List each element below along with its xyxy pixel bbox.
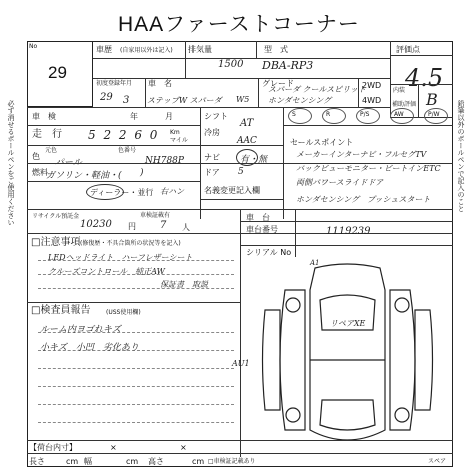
name-label: 車 名 bbox=[148, 79, 172, 88]
shaken-month-unit: 月 bbox=[165, 112, 173, 121]
serial-label: シリアル No bbox=[246, 248, 292, 257]
shift-label: シフト bbox=[204, 112, 228, 121]
equip-circle-0 bbox=[288, 108, 312, 124]
diagram-side-mark: AU1 bbox=[232, 359, 250, 368]
spare-label: スペア bbox=[428, 458, 447, 465]
length-label: 長さ bbox=[29, 457, 45, 466]
length-unit: cm bbox=[66, 457, 79, 466]
lot-number: 29 bbox=[48, 63, 67, 82]
cargo-label: 【荷台内寸】 bbox=[29, 443, 77, 452]
history-label: ディーラー・並行 bbox=[90, 188, 154, 197]
month-value: 3 bbox=[123, 95, 130, 106]
year-value: 29 bbox=[100, 92, 113, 103]
mileage-unit2: マイル bbox=[170, 137, 188, 144]
inspection-line-2: 小キズ 小凹 劣化あり bbox=[40, 343, 139, 353]
sales-point-label: セールスポイント bbox=[290, 138, 354, 147]
color-num-label: 色番号 bbox=[118, 147, 137, 154]
fuel-label: 燃料 bbox=[32, 168, 48, 177]
sales-point-1: メーカーインターナビ・フルセグTV bbox=[296, 150, 427, 159]
notes-heading: □注意事項 bbox=[31, 237, 81, 248]
notes-subheading: (修復歴・不具合箇所の状況等を記入) bbox=[80, 240, 181, 247]
type-label: 型 式 bbox=[264, 45, 288, 54]
seal-label: 名義変更記入欄 bbox=[204, 186, 260, 195]
drive-4wd: 4WD bbox=[362, 96, 382, 105]
equip-circle-1 bbox=[322, 108, 346, 124]
origin-color-label: 元色 bbox=[45, 147, 58, 154]
width-label: 幅 bbox=[84, 457, 92, 466]
shaken-year-unit: 年 bbox=[130, 112, 138, 121]
diagram-top-mark: A1 bbox=[310, 259, 320, 267]
sales-point-4: ホンダセンシング プッシュスタート bbox=[296, 195, 431, 204]
shift-value: AT bbox=[240, 118, 254, 129]
note-line-3: 保証書 取説 bbox=[160, 280, 208, 289]
car-diagram bbox=[245, 260, 450, 460]
aircon-label: 冷房 bbox=[204, 128, 220, 137]
dealer-note: □車検証記載あり bbox=[208, 458, 256, 465]
diagram-center-note: リペアXE bbox=[330, 319, 366, 328]
history-circle bbox=[86, 184, 124, 200]
page-title: HAAファーストコーナー bbox=[118, 13, 360, 36]
score-value: 4.5 bbox=[405, 64, 444, 92]
width-unit: cm bbox=[126, 457, 139, 466]
sales-point-3: 両側パワースライドドア bbox=[296, 178, 384, 187]
interior-value: B bbox=[426, 90, 438, 109]
recycle-value: 10230 bbox=[80, 219, 112, 230]
model-label: 車歴 bbox=[96, 45, 112, 54]
right-side-note: 鉛筆以外のボールペンで記入のこと bbox=[457, 100, 465, 212]
fuel-close: ) bbox=[140, 168, 144, 178]
shaken-label: 車 検 bbox=[32, 112, 56, 121]
loading-label: 車検証載有 bbox=[140, 212, 171, 219]
displacement-value: 1500 bbox=[218, 59, 244, 70]
color-label: 色 bbox=[32, 152, 40, 161]
fuel-value: ガソリン・軽油・( bbox=[46, 171, 122, 181]
drive-2wd: 2WD bbox=[362, 81, 382, 90]
aircon-value: AAC bbox=[237, 136, 257, 146]
equip-circle-2 bbox=[356, 108, 380, 124]
car-name: ステップW スパーダ bbox=[147, 96, 222, 105]
equip-circle-3 bbox=[390, 108, 414, 124]
equip-circle-4 bbox=[424, 108, 448, 124]
inspection-subheading: (USS使用欄) bbox=[106, 309, 141, 316]
note-line-1: LEDヘッドライト ハーフレザーシート bbox=[48, 253, 193, 262]
door-label: ドア bbox=[204, 168, 220, 177]
interior-label: 内装 bbox=[393, 87, 406, 94]
vin-label: 車 台 bbox=[246, 213, 270, 222]
type-value: DBA-RP3 bbox=[262, 59, 314, 72]
equip-3: AW bbox=[394, 111, 404, 118]
lot-label: No bbox=[29, 43, 38, 50]
displacement-label: 排気量 bbox=[188, 45, 212, 54]
times-1: × bbox=[110, 443, 117, 452]
exterior-label: 補助評価 bbox=[392, 101, 417, 108]
equip-1: R bbox=[326, 111, 331, 118]
recycle-label: リサイクル預託金 bbox=[32, 213, 80, 220]
history-value: 右ハン bbox=[160, 187, 184, 196]
capacity-value: 7 bbox=[160, 220, 167, 231]
equip-0: S bbox=[292, 111, 296, 118]
mileage-unit: Km bbox=[170, 129, 180, 136]
vin-row2-value: 1119239 bbox=[326, 226, 371, 237]
mileage-value: 5 2 2 6 0 bbox=[88, 128, 160, 142]
grade-line2: ホンダセンシング bbox=[268, 96, 332, 105]
equip-2: P/S bbox=[360, 111, 370, 118]
capacity-unit: 人 bbox=[182, 223, 190, 232]
inspection-heading: □検査員報告 bbox=[31, 305, 91, 316]
recycle-unit: 円 bbox=[128, 222, 136, 231]
left-side-note: 必ず消せるボールペンをご使用ください bbox=[7, 100, 15, 226]
door-value: 5 bbox=[238, 167, 244, 177]
grade-label: グレード bbox=[262, 79, 294, 88]
grade-line1: スパーダ クールスピリット bbox=[268, 85, 366, 94]
score-label: 評価点 bbox=[396, 45, 420, 54]
w5-value: W5 bbox=[236, 95, 250, 104]
model-note: (自家用以外は記入) bbox=[120, 47, 173, 54]
nav-label: ナビ bbox=[204, 153, 220, 162]
sales-point-2: バックビューモニター・ビートインETC bbox=[296, 164, 441, 173]
mileage-label: 走 行 bbox=[32, 129, 62, 140]
note-line-2: クルーズコントロール 純正AW bbox=[48, 267, 165, 276]
height-unit: cm bbox=[192, 457, 205, 466]
height-label: 高さ bbox=[148, 457, 164, 466]
nav-value: 有・無 bbox=[240, 155, 268, 165]
times-2: × bbox=[180, 443, 187, 452]
vin-row2-label: 車台番号 bbox=[246, 225, 278, 234]
first-reg-label: 初度登録年月 bbox=[96, 80, 133, 87]
equip-4: P/W bbox=[428, 111, 440, 118]
inspection-line-1: ルーム内ヨゴれキズ bbox=[40, 325, 121, 335]
color-num: NH788P bbox=[145, 156, 184, 166]
color-value: パール bbox=[55, 158, 82, 168]
